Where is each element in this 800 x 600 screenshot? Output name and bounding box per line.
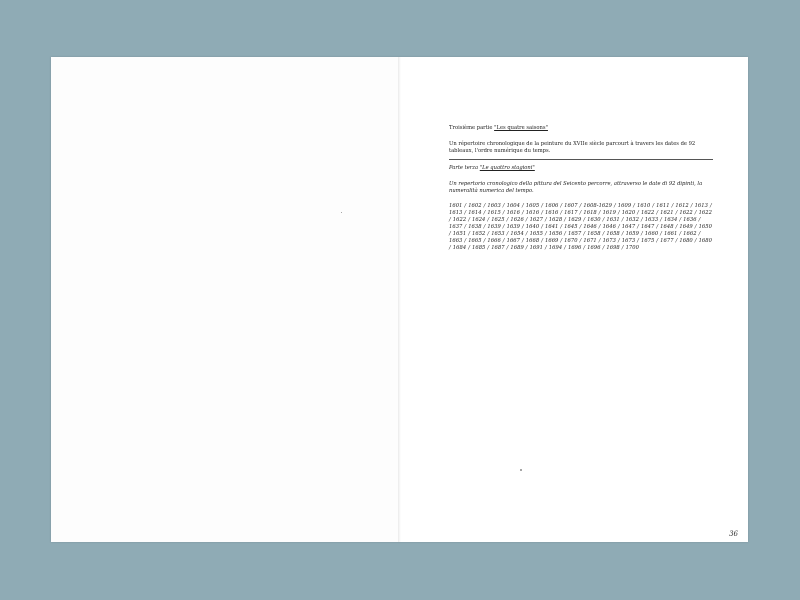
italian-heading <box>449 165 713 172</box>
french-heading-title: "Les quatre saisons" <box>494 125 548 131</box>
french-heading-prefix: Troisième partie <box>449 125 495 131</box>
italian-heading-prefix: Parte terza <box>449 165 480 171</box>
right-page <box>401 57 748 542</box>
book-spread <box>51 57 748 542</box>
years-list: 1601 / 1602 / 1603 / 1604 / 1605 / 1606 / 1607 / 1608-1629 / 1609 / 1610 / 1611 / 1612 / 1613 / 1613 / 1614 / 1615 / 1616 / 1616 / 1616 / 1617 / 1618 / 1619 / 1620 / 1622 / 1621 / 1622 / 1622 / 1622 / 1624 / 1625 / 1626 / 1627 / 1628 / 1629 / 1630 / 1631 / 1632 / 1633 / 1634 / 1636 / 1637 / 1638 / 1639 / 1639 / 1640 / 1641 / 1645 / 1646 / 1646 / 1647 / 1647 / 1648 / 1649 / 1650 / 1651 / 1652 / 1653 / 1654 / 1655 / 1656 / 1657 / 1658 / 1658 / 1659 / 1660 / 1661 / 1662 / 1663 / 1665 / 1666 / 1667 / 1668 / 1669 / 1670 / 1671 / 1673 / 1673 / 1675 / 1677 / 1680 / 1680 / 1684 / 1685 / 1687 / 1689 / 1691 / 1694 / 1696 / 1696 / 1698 / 1700 <box>449 203 712 251</box>
left-page <box>51 57 398 542</box>
paper-speck <box>341 212 342 213</box>
paper-speck <box>520 469 522 471</box>
page-number: 36 <box>729 530 738 538</box>
french-description: Un répertoire chronologique de la peinture du XVIIe siècle parcourt à travers les dates de 92 tableaux, l'ordre numérique du temps. <box>449 141 696 154</box>
italian-description: Un repertorio cronologico della pittura del Seicento percorre, attraverso le date di 92 dipinti, la numeralità numerica del tempo. <box>449 181 703 194</box>
italian-heading-title: "Le quattro stagioni" <box>479 165 535 171</box>
page-content <box>449 125 713 257</box>
section-divider <box>449 159 713 160</box>
french-heading <box>449 125 713 132</box>
